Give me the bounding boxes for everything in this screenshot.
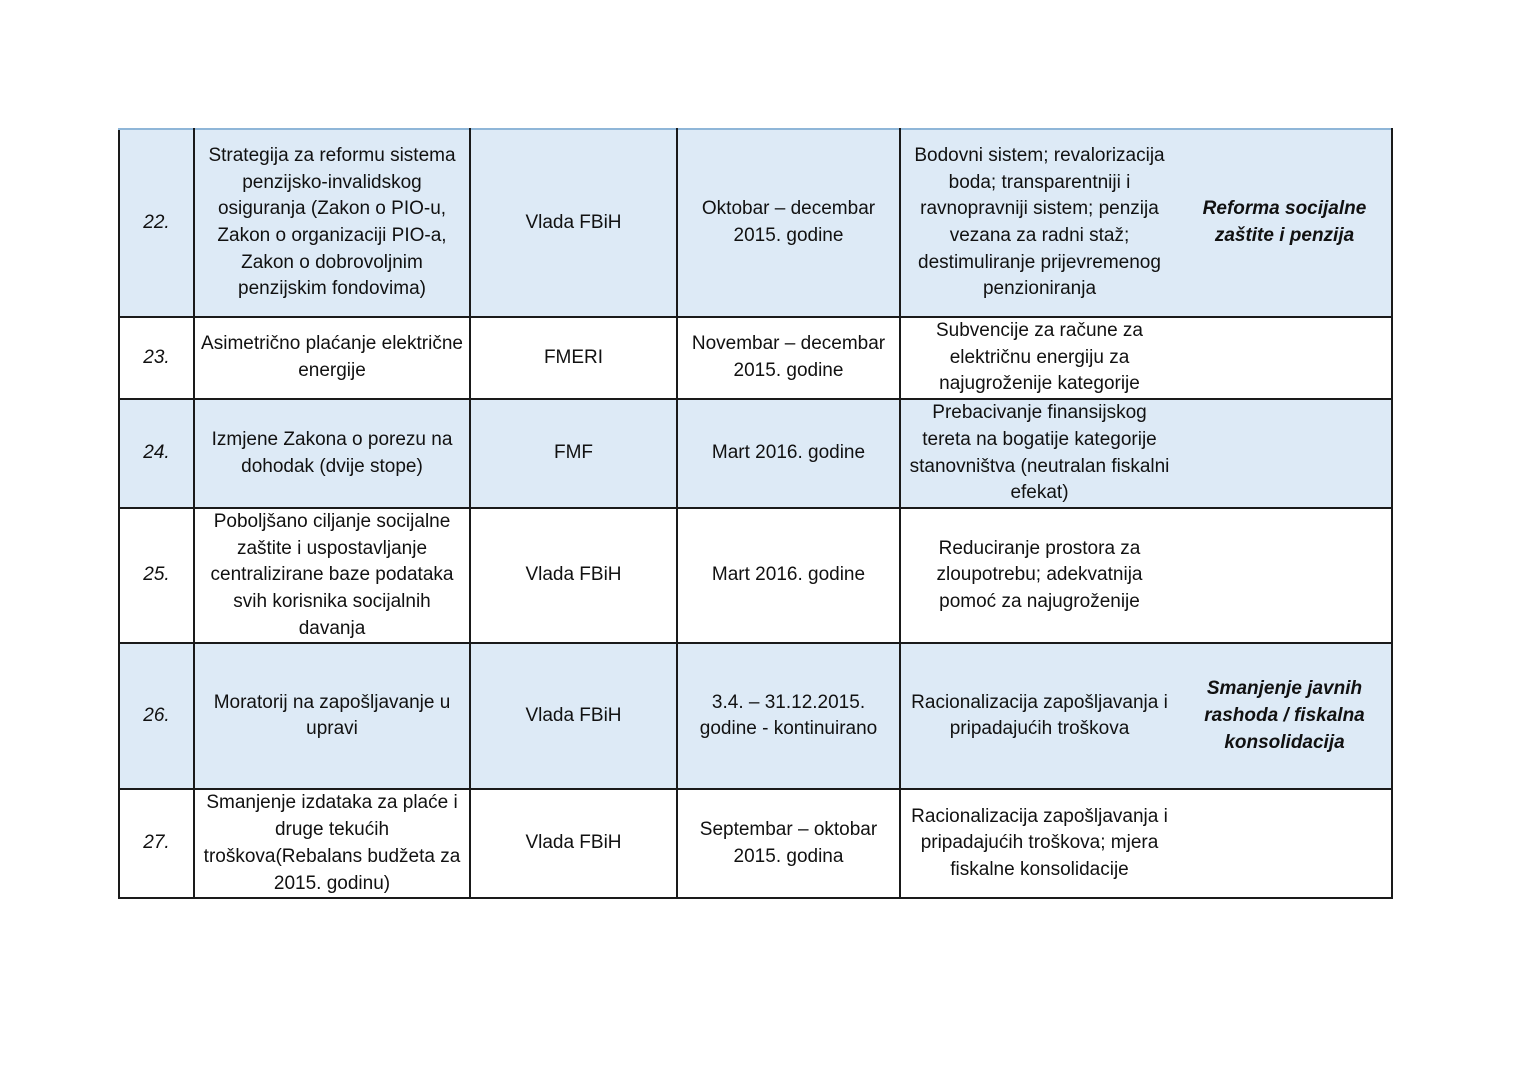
result-cell: Subvencije za račune za električnu energiju za najugroženije kategorije — [900, 317, 1178, 399]
group-cell: Reforma socijalne zaštite i penzija — [1178, 129, 1392, 317]
deadline-cell: Mart 2016. godine — [677, 508, 900, 644]
group-cell — [1178, 508, 1392, 644]
group-cell: Smanjenje javnih rashoda / fiskalna konsolidacija — [1178, 643, 1392, 789]
row-number: 22. — [119, 129, 194, 317]
deadline-cell: Novembar – decembar 2015. godine — [677, 317, 900, 399]
group-cell — [1178, 317, 1392, 399]
measure-cell: Poboljšano ciljanje socijalne zaštite i uspostavljanje centralizirane baze podataka svih korisnika socijalnih davanja — [194, 508, 470, 644]
table-row — [119, 643, 1392, 789]
measure-cell: Asimetrično plaćanje električne energije — [194, 317, 470, 399]
row-number: 26. — [119, 643, 194, 789]
group-cell — [1178, 399, 1392, 508]
result-cell: Reduciranje prostora za zloupotrebu; adekvatnija pomoć za najugroženije — [900, 508, 1178, 644]
responsible-cell: Vlada FBiH — [470, 789, 677, 898]
responsible-cell: FMF — [470, 399, 677, 508]
row-number: 27. — [119, 789, 194, 898]
table-row — [119, 129, 1392, 317]
responsible-cell: Vlada FBiH — [470, 508, 677, 644]
row-number: 25. — [119, 508, 194, 644]
group-cell — [1178, 789, 1392, 898]
table-row — [119, 789, 1392, 898]
deadline-cell: Septembar – oktobar 2015. godina — [677, 789, 900, 898]
measure-cell: Moratorij na zapošljavanje u upravi — [194, 643, 470, 789]
deadline-cell: 3.4. – 31.12.2015. godine - kontinuirano — [677, 643, 900, 789]
table-row — [119, 317, 1392, 399]
table-row — [119, 508, 1392, 644]
row-number: 24. — [119, 399, 194, 508]
measure-cell: Smanjenje izdataka za plaće i druge tekućih troškova(Rebalans budžeta za 2015. godinu) — [194, 789, 470, 898]
table-row — [119, 399, 1392, 508]
responsible-cell: FMERI — [470, 317, 677, 399]
result-cell: Racionalizacija zapošljavanja i pripadajućih troškova — [900, 643, 1178, 789]
measures-table — [118, 128, 1393, 899]
deadline-cell: Mart 2016. godine — [677, 399, 900, 508]
responsible-cell: Vlada FBiH — [470, 129, 677, 317]
result-cell: Racionalizacija zapošljavanja i pripadajućih troškova; mjera fiskalne konsolidacije — [900, 789, 1178, 898]
measure-cell: Izmjene Zakona o porezu na dohodak (dvije stope) — [194, 399, 470, 508]
responsible-cell: Vlada FBiH — [470, 643, 677, 789]
result-cell: Prebacivanje finansijskog tereta na bogatije kategorije stanovništva (neutralan fiskalni efekat) — [900, 399, 1178, 508]
measure-cell: Strategija za reformu sistema penzijsko-invalidskog osiguranja (Zakon o PIO-u, Zakon o organizaciji PIO-a, Zakon o dobrovoljnim penzijskim fondovima) — [194, 129, 470, 317]
row-number: 23. — [119, 317, 194, 399]
result-cell: Bodovni sistem; revalorizacija boda; transparentniji i ravnopravniji sistem; penzija vezana za radni staž; destimuliranje prijevremenog penzioniranja — [900, 129, 1178, 317]
deadline-cell: Oktobar – decembar 2015. godine — [677, 129, 900, 317]
